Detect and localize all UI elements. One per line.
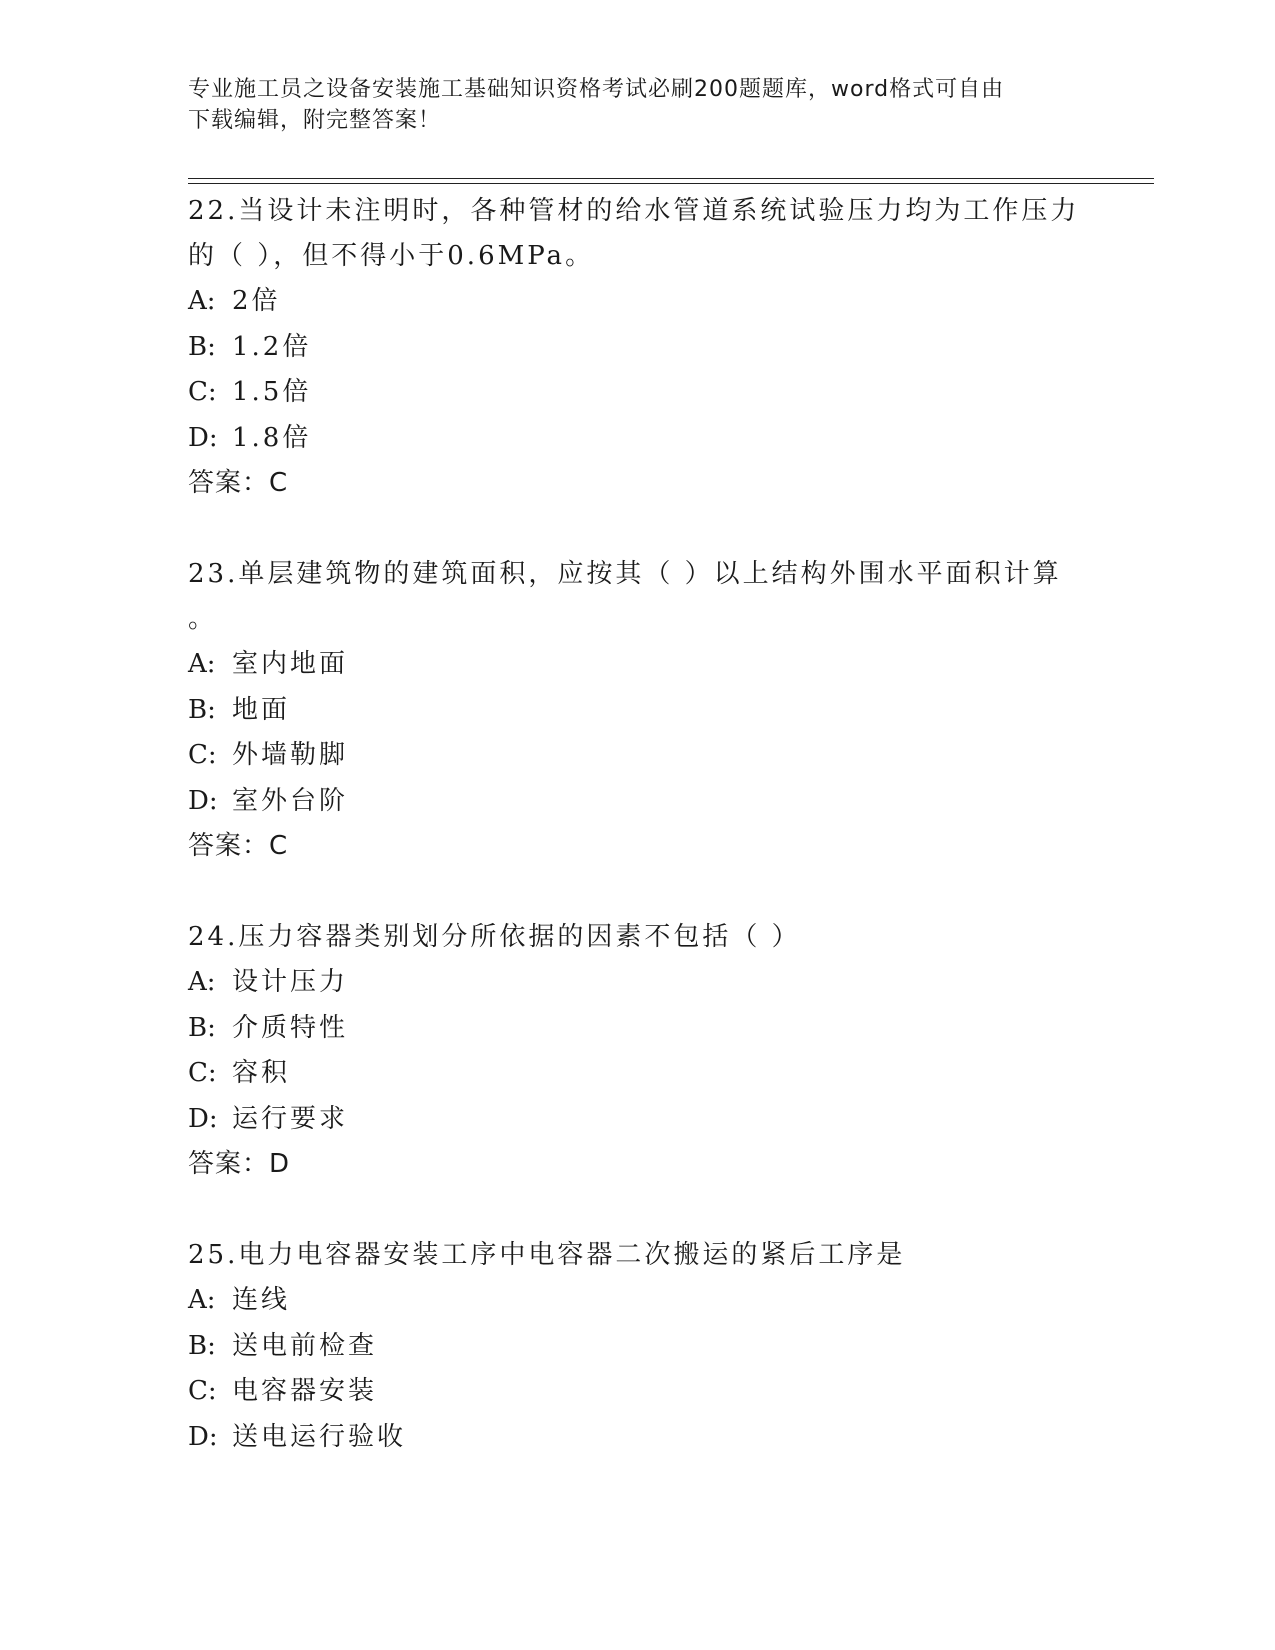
option-letter: D: bbox=[188, 422, 218, 453]
question-24 bbox=[188, 915, 1088, 1187]
option-letter: C: bbox=[188, 1058, 217, 1088]
question-23 bbox=[188, 552, 1088, 869]
option-text: 运行要求 bbox=[232, 1103, 349, 1134]
option-letter: D: bbox=[188, 1421, 218, 1452]
option-text: 1.2倍 bbox=[232, 331, 312, 362]
option-b bbox=[188, 1006, 1088, 1052]
option-b bbox=[188, 688, 1088, 734]
option-letter: C: bbox=[188, 740, 217, 770]
header-line-1: 专业施工员之设备安装施工基础知识资格考试必刷200题题库，word格式可自由 bbox=[188, 77, 1005, 102]
header-divider-top bbox=[188, 178, 1154, 179]
header-divider-bottom bbox=[188, 183, 1154, 184]
option-a bbox=[188, 960, 1088, 1006]
option-d bbox=[188, 1097, 1088, 1143]
question-text-line-1: 24.压力容器类别划分所依据的因素不包括（ ） bbox=[188, 922, 801, 952]
option-text: 电容器安装 bbox=[232, 1376, 378, 1406]
option-letter: A: bbox=[188, 286, 216, 316]
option-text: 地面 bbox=[232, 694, 291, 725]
option-b bbox=[188, 325, 1088, 371]
question-text-line-2: 的（ ），但不得小于0.6MPa。 bbox=[188, 241, 595, 271]
option-text: 送电运行验收 bbox=[232, 1421, 407, 1452]
header-line-2: 下载编辑，附完整答案！ bbox=[188, 108, 442, 133]
question-22 bbox=[188, 189, 1088, 506]
question-text-line-2: 。 bbox=[188, 604, 218, 634]
option-c bbox=[188, 733, 1088, 779]
option-text: 设计压力 bbox=[232, 967, 349, 997]
option-c bbox=[188, 1369, 1088, 1415]
option-letter: B: bbox=[188, 1330, 216, 1361]
option-c bbox=[188, 1051, 1088, 1097]
question-list bbox=[188, 189, 1088, 1506]
option-d bbox=[188, 1415, 1088, 1461]
option-text: 送电前检查 bbox=[232, 1330, 378, 1361]
answer: 答案：C bbox=[188, 831, 289, 861]
answer: 答案：D bbox=[188, 1149, 291, 1179]
option-a bbox=[188, 642, 1088, 688]
question-text-line-1: 25.电力电容器安装工序中电容器二次搬运的紧后工序是 bbox=[188, 1240, 906, 1270]
document-header bbox=[188, 74, 1068, 136]
option-c bbox=[188, 370, 1088, 416]
option-letter: C: bbox=[188, 377, 217, 407]
question-text bbox=[188, 915, 1088, 960]
option-text: 室外台阶 bbox=[232, 785, 349, 816]
option-text: 容积 bbox=[232, 1058, 291, 1088]
question-text bbox=[188, 1233, 1088, 1278]
option-letter: A: bbox=[188, 649, 216, 679]
option-text: 2倍 bbox=[232, 286, 281, 316]
answer: 答案：C bbox=[188, 468, 289, 498]
question-text-line-1: 22.当设计未注明时，各种管材的给水管道系统试验压力均为工作压力 bbox=[188, 196, 1080, 226]
option-text: 1.5倍 bbox=[232, 377, 312, 407]
option-letter: D: bbox=[188, 1103, 218, 1134]
option-d bbox=[188, 416, 1088, 462]
option-letter: A: bbox=[188, 967, 216, 997]
question-text bbox=[188, 189, 1088, 279]
option-text: 介质特性 bbox=[232, 1012, 349, 1043]
option-b bbox=[188, 1324, 1088, 1370]
option-text: 室内地面 bbox=[232, 649, 349, 679]
option-letter: D: bbox=[188, 785, 218, 816]
option-letter: C: bbox=[188, 1376, 217, 1406]
option-letter: A: bbox=[188, 1285, 216, 1315]
option-a bbox=[188, 1278, 1088, 1324]
question-25 bbox=[188, 1233, 1088, 1460]
option-a bbox=[188, 279, 1088, 325]
question-text bbox=[188, 552, 1088, 642]
option-text: 1.8倍 bbox=[232, 422, 312, 453]
option-text: 外墙勒脚 bbox=[232, 740, 349, 770]
option-letter: B: bbox=[188, 694, 216, 725]
option-letter: B: bbox=[188, 331, 216, 362]
option-d bbox=[188, 779, 1088, 825]
question-text-line-1: 23.单层建筑物的建筑面积，应按其（ ）以上结构外围水平面积计算 bbox=[188, 559, 1062, 589]
option-text: 连线 bbox=[232, 1285, 291, 1315]
option-letter: B: bbox=[188, 1012, 216, 1043]
